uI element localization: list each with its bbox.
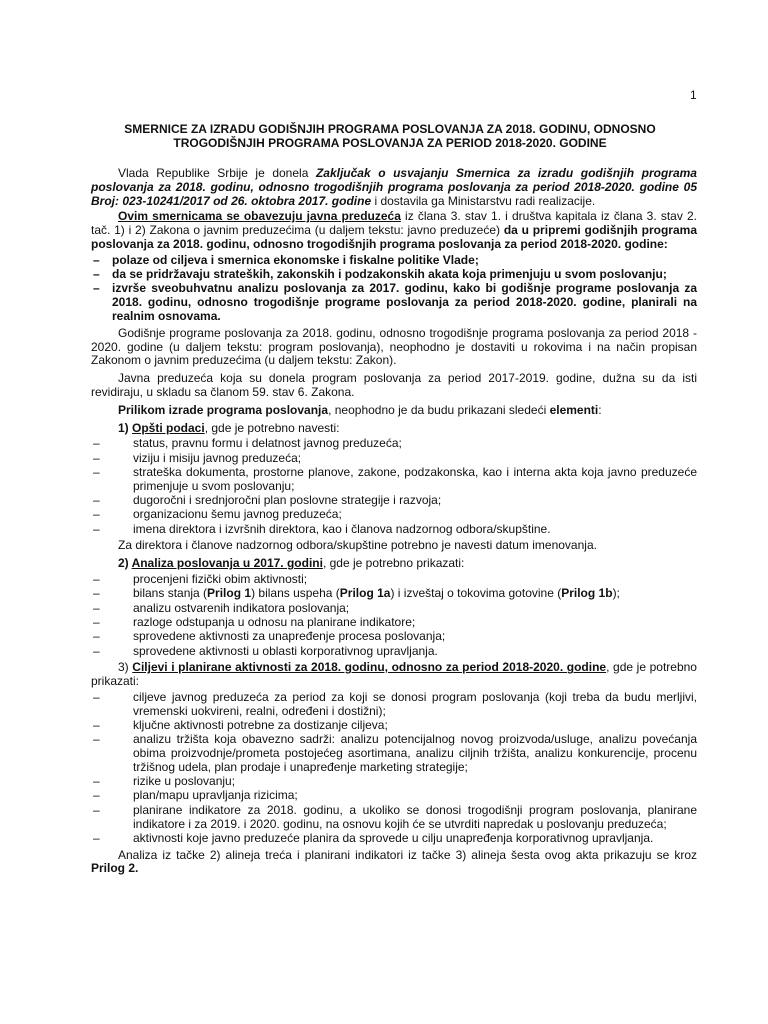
closing-text: Analiza iz tačke 2) alineja treća i planirani indikatori iz tačke 3) alineja šesta ovog akta prikazuju se kroz	[118, 847, 697, 862]
section-1-rest: , gde je potrebno navesti:	[204, 420, 340, 435]
page-number: 1	[690, 88, 697, 102]
section-3-list	[91, 691, 697, 846]
section-2-number: 2)	[118, 556, 132, 571]
section-1-list	[91, 437, 697, 536]
obligation-text: iz člana 3. stav 1. i društva kapitala iz člana 3. stav 2. tač. 1) i 2) Zakona o javnim preduzećima (u daljem tekstu: javno preduzeće)	[91, 209, 697, 238]
list-item: – analizu tržišta koja obavezno sadrži: analizu potencijalnog novog proizvoda/usluge, analizu povećanja obima proizvodnje/prometa postojećeg asortimana, analizu ciljnih tržišta, analizu konkurencije, procenu tržišnog udela, plan prodaje i unapređenje marketing strategije;	[91, 733, 697, 774]
item-text: ) i izveštaj o tokovima gotovine (	[390, 586, 562, 601]
list-item: – organizacionu šemu javnog preduzeća;	[91, 508, 697, 522]
list-item: – ciljeve javnog preduzeća za period za koji se donosi program poslovanja (koji treba da budu merljivi, vremenski uokvireni, realni, određeni i dostižni);	[91, 691, 697, 719]
list-item: – planirane indikatore za 2018. godinu, a ukoliko se donosi trogodišnji program poslovanja, planirane indikatore i za 2019. i 2020. godinu, na osnovu kojih će se utvrditi napredak u poslovanju preduzeća;	[91, 804, 697, 832]
list-item: – rizike u poslovanju;	[91, 775, 697, 789]
section-2-rest: , gde je potrebno prikazati:	[322, 556, 465, 571]
list-item: – viziju i misiju javnog preduzeća;	[91, 452, 697, 466]
section-1-number: 1)	[118, 420, 133, 435]
annex-ref: Prilog 1a	[339, 586, 391, 601]
section-3-rest: , gde je potrebno prikazati:	[91, 660, 697, 689]
obligation-emphasis: da u pripremi godišnjih programa poslovanja za 2018. godinu, odnosno trogodišnjih programa poslovanja za period 2018-2020. godine:	[91, 223, 697, 251]
intro-text-end: i dostavila ga Ministarstvu radi realizacije.	[371, 193, 596, 208]
program-paragraph: Godišnje programe poslovanja za 2018. godinu, odnosno trogodišnje programa poslovanja za period 2018 - 2020. godine (u daljem tekstu: program poslovanja), neophodno je dostaviti u rokovima i na način propisan Zakonom o javnim preduzećima (u daljem tekstu: Zakon).	[91, 325, 697, 368]
intro-text: Vlada Republike Srbije je donela	[118, 166, 316, 180]
section-3-heading	[91, 661, 697, 689]
list-item: – sprovedene aktivnosti za unapređenje procesa poslovanja;	[91, 630, 697, 644]
section-1-title: Opšti podaci	[132, 420, 205, 435]
section-3-number: 3)	[118, 660, 133, 675]
obligation-paragraph	[91, 210, 697, 251]
obligation-lead: Ovim smernicama se obavezuju javna preduzeća	[118, 209, 401, 224]
list-item: – procenjeni fizički obim aktivnosti;	[91, 573, 697, 587]
list-item: – sprovedene aktivnosti u oblasti korporativnog upravljanja.	[91, 645, 697, 659]
list-item: – ključne aktivnosti potrebne za dostizanje ciljeva;	[91, 719, 697, 733]
title-line-2: TROGODIŠNJIH PROGRAMA POSLOVANJA ZA PERIOD 2018-2020. GODINE	[173, 136, 607, 150]
elements-intro-text: , neophodno je da budu prikazani sledeći	[328, 402, 550, 417]
section-3-title: Ciljevi i planirane aktivnosti za 2018. godinu, odnosno za period 2018-2020. godine	[132, 660, 607, 675]
annex-ref: Prilog 1b	[561, 586, 613, 601]
title-line-1: SMERNICE ZA IZRADU GODIŠNJIH PROGRAMA POSLOVANJA ZA 2018. GODINU, ODNOSNO	[124, 122, 656, 136]
intro-paragraph	[91, 167, 697, 208]
section-1-note: Za direktora i članove nadzornog odbora/skupštine potrebno je navesti datum imenovanja.	[118, 538, 597, 553]
section-2-title: Analiza poslovanja u 2017. godini	[131, 556, 323, 571]
list-item	[91, 587, 697, 601]
list-item: – imena direktora i izvršnih direktora, kao i članova nadzornog odbora/skupštine.	[91, 523, 697, 537]
list-item: – da se pridržavaju strateških, zakonskih i podzakonskih akata koja primenjuju u svom poslovanju;	[91, 268, 697, 282]
list-item: – dugoročni i srednjoročni plan poslovne strategije i razvoja;	[91, 494, 697, 508]
list-item: – analizu ostvarenih indikatora poslovanja;	[91, 602, 697, 616]
section-1-heading	[91, 422, 697, 436]
list-item: – razloge odstupanja u odnosu na planirane indikatore;	[91, 616, 697, 630]
section-2-list	[91, 573, 697, 658]
list-item: – strateška dokumenta, prostorne planove, zakone, podzakonska, kao i interna akta koja javno preduzeće primenjuje u svom poslovanju;	[91, 466, 697, 494]
item-text: );	[612, 586, 620, 601]
elements-intro	[91, 404, 697, 418]
annex-2-ref: Prilog 2.	[91, 861, 139, 876]
intro-conclusion-title: Zaključak o usvajanju Smernica za izradu godišnjih programa poslovanja za 2018. godinu, odnosno trogodišnjih programa poslovanja za period 2018-2020. godine 05 Broj: 023-10241/2017 od 26. oktobra 2017. godine	[91, 166, 697, 208]
list-item: – polaze od ciljeva i smernica ekonomske i fiskalne politike Vlade;	[91, 254, 697, 268]
item-text: ) bilans uspeha (	[251, 586, 340, 601]
list-item: – izvrše sveobuhvatnu analizu poslovanja za 2017. godinu, kako bi godišnje programe poslovanja za 2018. godinu, odnosno trogodišnje programe poslovanja za period 2018-2020. godine, planirali na realnim osnovama.	[91, 282, 697, 323]
item-text: bilans stanja (	[133, 586, 208, 601]
revise-paragraph: Javna preduzeća koja su donela program poslovanja za period 2017-2019. godine, dužna su da isti revidiraju, u skladu sa članom 59. stav 6. Zakona.	[91, 371, 697, 399]
document-body	[91, 165, 697, 880]
list-item: – status, pravnu formu i delatnost javnog preduzeća;	[91, 437, 697, 451]
closing-paragraph	[91, 849, 697, 877]
elements-intro-lead: Prilikom izrade programa poslovanja	[118, 402, 329, 417]
list-item: – plan/mapu upravljanja rizicima;	[91, 789, 697, 803]
obligation-list	[91, 254, 697, 324]
list-item: – aktivnosti koje javno preduzeće planira da sprovede u cilju unapređenja korporativnog upravljanja.	[91, 832, 697, 846]
section-2-heading	[91, 557, 697, 571]
document-title	[100, 122, 680, 150]
annex-ref: Prilog 1	[207, 586, 252, 601]
elements-word: elementi	[549, 402, 599, 417]
elements-colon: :	[598, 402, 602, 417]
